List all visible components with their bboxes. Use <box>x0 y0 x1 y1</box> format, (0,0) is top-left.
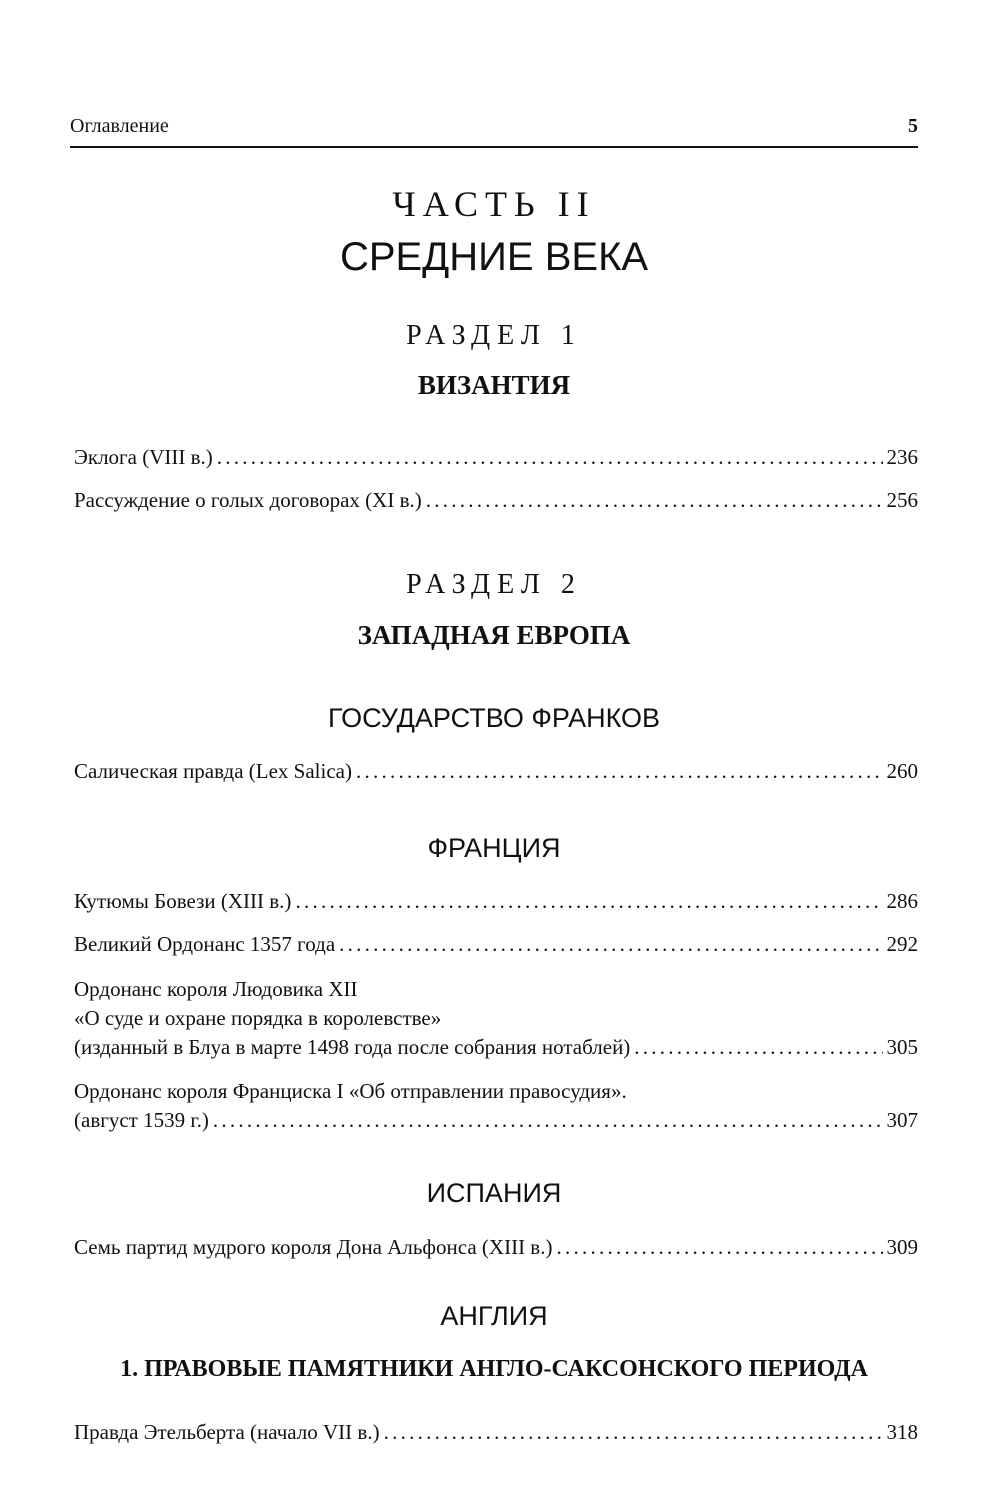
dot-leader <box>217 443 883 472</box>
page-number: 5 <box>908 115 918 137</box>
entry-page: 318 <box>886 1420 918 1444</box>
entry-title: Рассуждение о голых договорах (XI в.) <box>74 488 422 512</box>
subsection-anglo-saxon: 1. ПРАВОВЫЕ ПАМЯТНИКИ АНГЛО-САКСОНСКОГО ПЕРИОДА <box>120 1356 868 1382</box>
dot-leader <box>556 1233 882 1262</box>
toc-entry-francis-i[interactable] <box>74 1077 918 1135</box>
entry-title: Эклога (VIII в.) <box>74 445 213 469</box>
dot-leader <box>634 1033 882 1062</box>
entry-page: 292 <box>886 932 918 956</box>
entry-title: Семь партид мудрого короля Дона Альфонса (XIII в.) <box>74 1235 553 1259</box>
entry-title-line-1: Ордонанс короля Франциска I «Об отправлении правосудия». <box>74 1079 627 1103</box>
section-2-label: РАЗДЕЛ 2 <box>406 569 582 600</box>
entry-title: Правда Этельберта (начало VII в.) <box>74 1420 380 1444</box>
subsection-franks: ГОСУДАРСТВО ФРАНКОВ <box>327 703 661 733</box>
toc-entry-siete-partidas[interactable] <box>74 1233 918 1262</box>
entry-page: 260 <box>886 759 918 783</box>
section-1-title: ВИЗАНТИЯ <box>417 370 571 400</box>
part-title: СРЕДНИЕ ВЕКА <box>339 235 649 279</box>
entry-title: Кутюмы Бовези (XIII в.) <box>74 889 292 913</box>
part-label: ЧАСТЬ II <box>392 184 596 224</box>
entry-title-line-2: «О суде и охране порядка в королевстве» <box>74 1006 442 1030</box>
dot-leader <box>213 1106 883 1135</box>
toc-entry-louis-xii[interactable] <box>74 975 918 1062</box>
dot-leader <box>426 486 883 515</box>
dot-leader <box>384 1418 883 1447</box>
toc-entry-beauvaisis[interactable] <box>74 887 918 916</box>
entry-title: (изданный в Блуа в марте 1498 года после собрания нотаблей) <box>74 1035 631 1059</box>
toc-entry-lex-salica[interactable] <box>74 757 918 786</box>
running-title: Оглавление <box>70 115 169 137</box>
entry-title-line-1: Ордонанс короля Людовика XII <box>74 977 358 1001</box>
dot-leader <box>295 887 882 916</box>
subsection-spain: ИСПАНИЯ <box>426 1178 562 1208</box>
entry-page: 286 <box>886 889 918 913</box>
running-header <box>70 116 918 148</box>
entry-page: 256 <box>886 488 918 512</box>
section-2-title: ЗАПАДНАЯ ЕВРОПА <box>357 620 631 650</box>
toc-entry-great-ordinance[interactable] <box>74 930 918 959</box>
toc-entry-ecloga[interactable] <box>74 443 918 472</box>
dot-leader <box>356 757 883 786</box>
subsection-france: ФРАНЦИЯ <box>427 833 561 863</box>
section-1-label: РАЗДЕЛ 1 <box>406 320 582 351</box>
toc-entry-naked-contracts[interactable] <box>74 486 918 515</box>
dot-leader <box>339 930 882 959</box>
entry-page: 236 <box>886 445 918 469</box>
entry-title: (август 1539 г.) <box>74 1108 209 1132</box>
entry-title: Салическая правда (Lex Salica) <box>74 759 352 783</box>
toc-entry-aethelberht[interactable] <box>74 1418 918 1447</box>
entry-title: Великий Ордонанс 1357 года <box>74 932 336 956</box>
entry-page: 309 <box>886 1235 918 1259</box>
entry-page: 305 <box>886 1035 918 1059</box>
subsection-england: АНГЛИЯ <box>440 1301 548 1331</box>
entry-page: 307 <box>886 1108 918 1132</box>
